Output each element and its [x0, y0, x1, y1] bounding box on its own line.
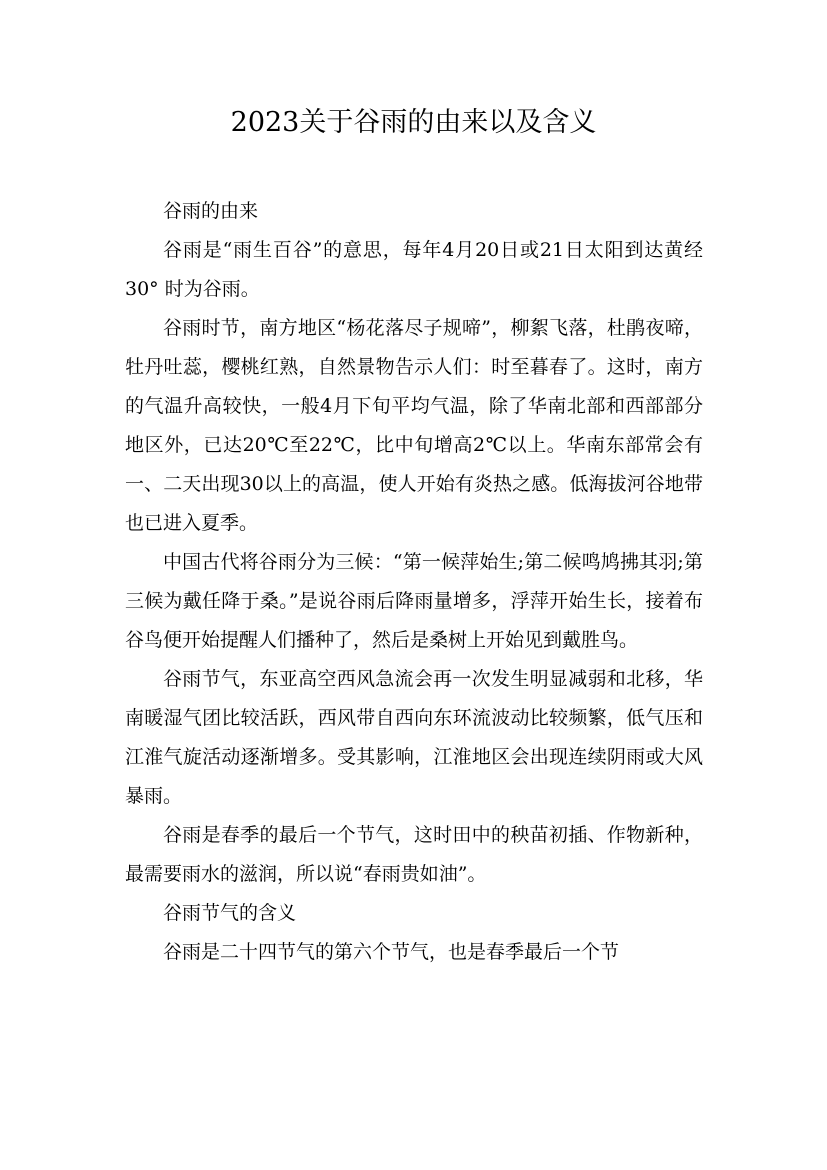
section-heading-meaning: 谷雨节气的含义 — [163, 902, 297, 924]
section-heading-origin: 谷雨的由来 — [163, 200, 259, 222]
paragraph: 中国古代将谷雨分为三候：“第一候萍始生;第二候鸣鸠拂其羽;第三候为戴任降于桑。”是说谷雨后降雨量增多，浮萍开始生长，接着布谷鸟便开始提醒人们播种了，然后是桑树上开始见到戴胜鸟。 — [125, 551, 703, 651]
paragraph: 谷雨时节，南方地区“杨花落尽子规啼”，柳絮飞落，杜鹃夜啼，牡丹吐蕊，樱桃红熟，自然景物告示人们：时至暮春了。这时，南方的气温升高较快，一般4月下旬平均气温，除了华南北部和西部部分地区外，已达20℃至22℃，比中旬增高2℃以上。华南东部常会有一、二天出现30以上的高温，使人开始有炎热之感。低海拔河谷地带也已进入夏季。 — [125, 317, 703, 534]
document-title: 2023关于谷雨的由来以及含义 — [230, 107, 597, 138]
paragraph: 谷雨是“雨生百谷”的意思，每年4月20日或21日太阳到达黄经30° 时为谷雨。 — [125, 239, 703, 300]
document-body — [125, 192, 703, 972]
paragraph: 谷雨是二十四节气的第六个节气，也是春季最后一个节 — [163, 941, 620, 963]
paragraph: 谷雨是春季的最后一个节气，这时田中的秧苗初插、作物新种，最需要雨水的滋润，所以说“春雨贵如油”。 — [125, 824, 703, 885]
paragraph: 谷雨节气，东亚高空西风急流会再一次发生明显减弱和北移，华南暖湿气团比较活跃，西风带自西向东环流波动比较频繁，低气压和江淮气旋活动逐渐增多。受其影响，江淮地区会出现连续阴雨或大风暴雨。 — [125, 668, 703, 807]
